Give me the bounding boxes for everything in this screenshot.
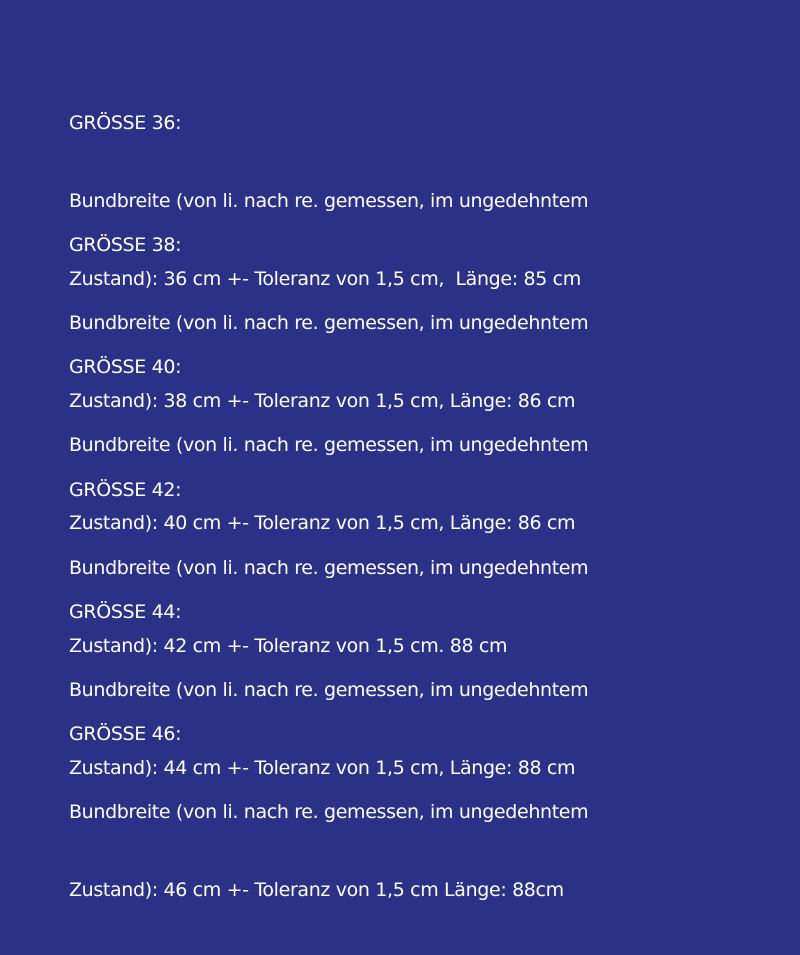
size-description-line: Bundbreite (von li. nach re. gemessen, im ungedehntem [69,557,589,579]
size-heading: GRÖSSE 42: [69,479,182,501]
size-heading: GRÖSSE 38: [69,234,182,256]
size-heading: GRÖSSE 40: [69,356,182,378]
size-description-line: Zustand): 40 cm +- Toleranz von 1,5 cm, Länge: 86 cm [69,512,576,534]
size-description-line: Bundbreite (von li. nach re. gemessen, im ungedehntem [69,190,589,212]
size-description-line: Zustand): 36 cm +- Toleranz von 1,5 cm, Länge: 85 cm [69,268,581,290]
size-description-line: Bundbreite (von li. nach re. gemessen, im ungedehntem [69,679,589,701]
size-heading: GRÖSSE 36: [69,112,182,134]
size-description-line: Zustand): 38 cm +- Toleranz von 1,5 cm, Länge: 86 cm [69,390,576,412]
size-description-line: Bundbreite (von li. nach re. gemessen, im ungedehntem [69,801,589,823]
size-heading: GRÖSSE 46: [69,723,182,745]
size-description-line: Bundbreite (von li. nach re. gemessen, im ungedehntem [69,312,589,334]
size-description-line: Zustand): 42 cm +- Toleranz von 1,5 cm. 88 cm [69,635,508,657]
size-description-line: Zustand): 44 cm +- Toleranz von 1,5 cm, Länge: 88 cm [69,757,576,779]
size-block-46 [69,669,769,955]
size-description-line: Zustand): 46 cm +- Toleranz von 1,5 cm Länge: 88cm [69,879,564,901]
size-heading: GRÖSSE 44: [69,601,182,623]
size-description-line: Bundbreite (von li. nach re. gemessen, im ungedehntem [69,434,589,456]
